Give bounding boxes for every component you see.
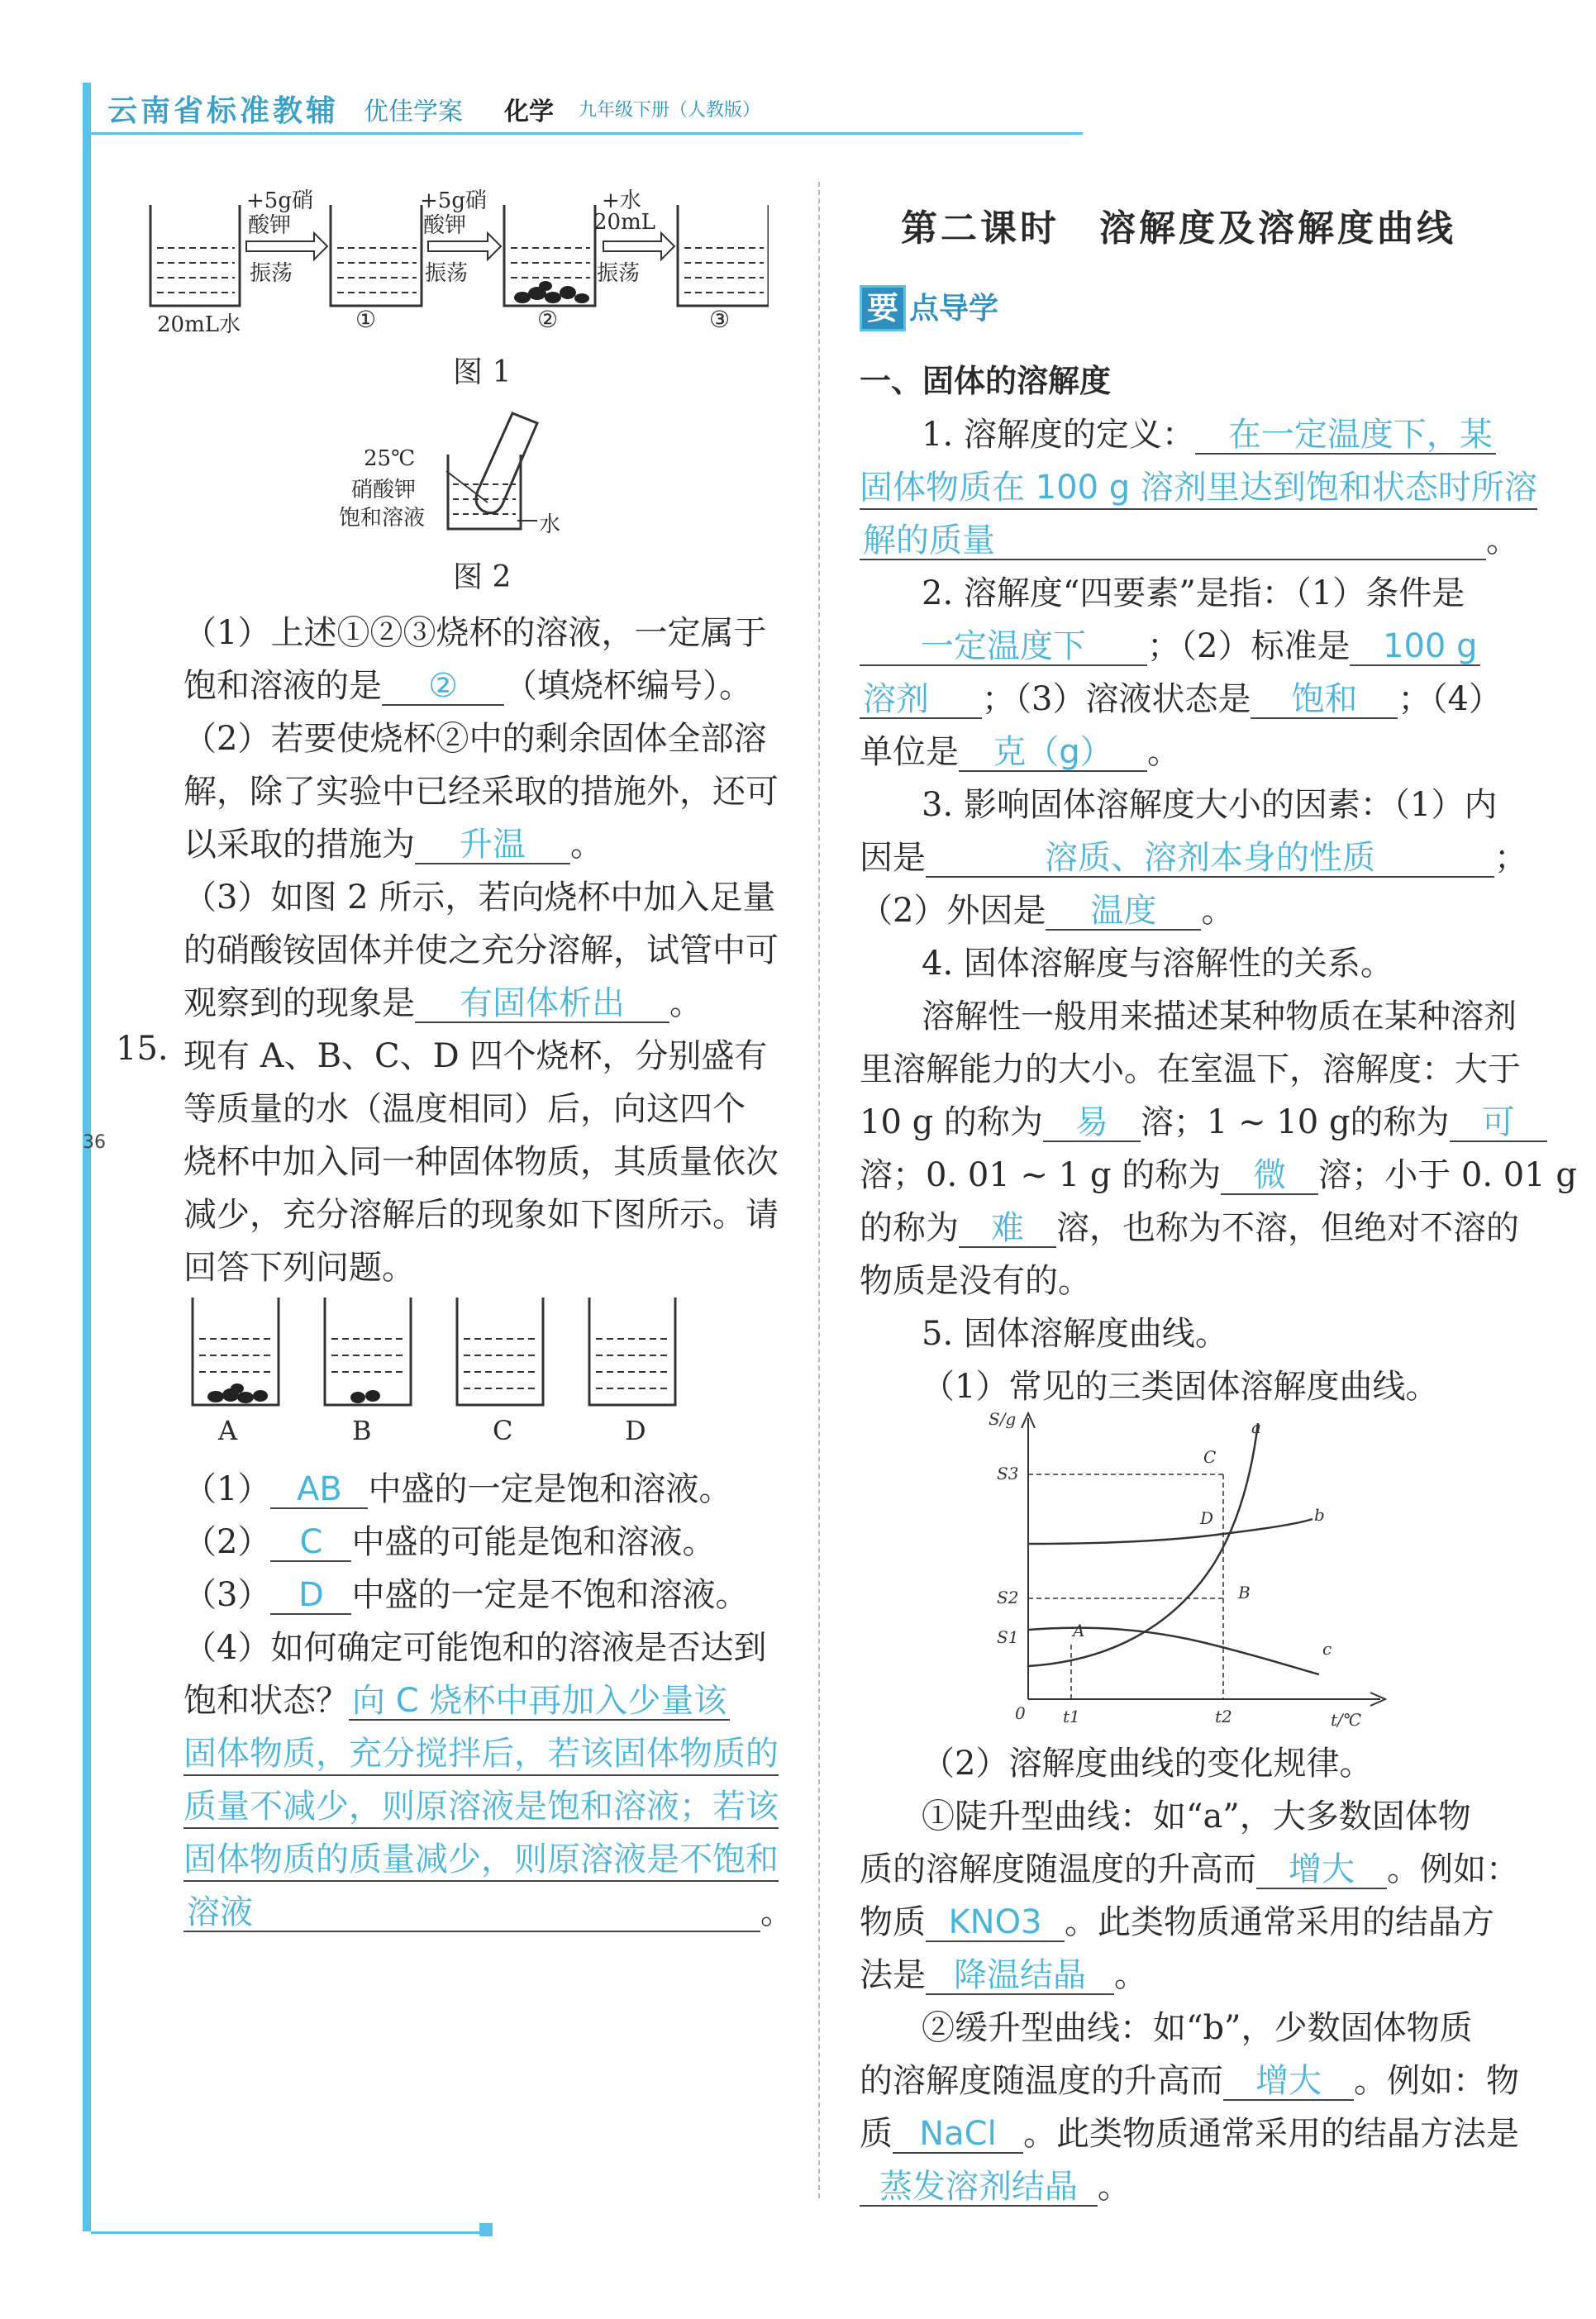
fig1-step3-line2: 20mL	[593, 210, 656, 235]
d4-text-6a: 的称为	[860, 1209, 959, 1247]
d2-mid-3: ；（4）	[1398, 680, 1502, 718]
d2-answer-1: 一定温度下	[860, 628, 1147, 666]
q15-a2-pre: （2）	[183, 1523, 271, 1561]
fig2-label-solution: 饱和溶液	[339, 506, 426, 531]
q15-a2-post: 中盛的可能是饱和溶液。	[351, 1523, 716, 1561]
d4-answer-1: 易	[1043, 1104, 1141, 1142]
q15-a1-post: 中盛的一定是饱和溶液。	[368, 1470, 732, 1508]
d3-end-1: ；	[1494, 839, 1527, 877]
fig2-label-temp: 25℃	[364, 446, 416, 471]
fig1-step2-line2: 酸钾	[423, 213, 467, 238]
q14-p1-note: （填烧杯编号）。	[504, 667, 752, 705]
q15-beaker-label-a: A	[218, 1415, 238, 1446]
q14-p1-line1: （1）上述①②③烧杯的溶液，一定属于	[183, 614, 767, 652]
r2-answer-2: NaCl	[893, 2116, 1023, 2154]
r2-line3	[860, 2107, 1519, 2155]
graph-ylabel: S/g	[989, 1409, 1017, 1429]
d3-answer-1: 溶质、溶剂本身的性质	[926, 840, 1494, 878]
d1-line1	[922, 408, 1496, 455]
q14-p2-answer: 升温	[415, 826, 570, 864]
header-book: 优佳学案	[364, 98, 463, 126]
fig1-step3-line3: 振荡	[597, 261, 641, 286]
fig2-water-label: 水	[539, 512, 561, 537]
bottom-rule	[91, 2231, 488, 2234]
q14-p2-line3	[183, 818, 603, 865]
d2-answer-2a: 100 g	[1350, 628, 1480, 666]
bottom-square	[479, 2223, 493, 2236]
d3-end-2: 。	[1201, 892, 1235, 930]
left-margin-bar-2	[83, 1182, 91, 2231]
d1-pre: 1. 溶解度的定义：	[922, 416, 1195, 454]
q15-a3-answer: D	[270, 1577, 351, 1615]
r1-text-4a: 法是	[860, 1956, 926, 1994]
q15-a1-answer: AB	[270, 1471, 368, 1509]
header-grade: 九年级下册（人教版）	[579, 100, 761, 121]
d2-line3	[860, 673, 1502, 720]
section1-heading: 一、固体的溶解度	[860, 362, 1112, 399]
d3-answer-2: 温度	[1046, 893, 1201, 931]
q14-p1-line2	[183, 660, 752, 707]
d4-text-4a: 10 g 的称为	[860, 1103, 1043, 1141]
q15-a4-line1: （4）如何确定可能饱和的溶液是否达到	[183, 1629, 767, 1667]
q15-a3-post: 中盛的一定是不饱和溶液。	[351, 1576, 749, 1614]
fig1-step3-line1: +水	[602, 188, 641, 213]
page-number: 36	[83, 1132, 106, 1153]
fig1-label-1: ①	[355, 306, 377, 333]
q15-beakers	[186, 1298, 698, 1413]
d4-answer-2: 可	[1450, 1104, 1547, 1142]
r1-text-3b: 。此类物质通常采用的结晶方	[1065, 1903, 1494, 1941]
q15-a4-end: 。	[760, 1893, 793, 1931]
d2-answer-4: 克（g）	[959, 734, 1147, 772]
q15-a3-pre: （3）	[183, 1576, 271, 1614]
graph-curve-c: c	[1322, 1639, 1332, 1659]
r2-line2	[860, 2055, 1519, 2102]
r1-line4	[860, 1949, 1147, 1996]
d4-line6	[860, 1202, 1519, 1249]
d1-answer-1: 在一定温度下，某	[1195, 417, 1496, 455]
d4-line2: 溶解性一般用来描述某种物质在某种溶剂	[922, 998, 1517, 1036]
d4-line5	[860, 1149, 1577, 1196]
graph-xlabel: t/℃	[1331, 1710, 1362, 1730]
q14-p2-line2: 解，除了实验中已经采取的措施外，还可	[183, 773, 779, 811]
q15-beaker-label-c: C	[493, 1415, 513, 1446]
r2-line4	[860, 2160, 1131, 2207]
q15-line4: 减少，充分溶解后的现象如下图所示。请	[183, 1196, 779, 1234]
fig1-beaker0-label: 20mL水	[157, 312, 241, 337]
r1-answer-3: 降温结晶	[926, 1957, 1114, 1995]
q15-a4-answer-3: 质量不减少，则原溶液是饱和溶液；若该	[183, 1780, 779, 1829]
q15-line3: 烧杯中加入同一种固体物质，其质量依次	[183, 1143, 779, 1181]
badge-text: 点导学	[909, 291, 999, 326]
d1-answer-2: 固体物质在 100 g 溶剂里达到饱和状态时所溶	[860, 461, 1537, 510]
d2-line2	[860, 620, 1480, 667]
curve-a	[1028, 1423, 1258, 1666]
graph-point-c: C	[1203, 1447, 1217, 1467]
d5-line1: 5. 固体溶解度曲线。	[922, 1315, 1228, 1353]
curve-b	[1028, 1519, 1313, 1544]
graph-point-d: D	[1200, 1508, 1214, 1528]
r2-text-3b: 。此类物质通常采用的结晶方法是	[1023, 2115, 1519, 2153]
d2-answer-2b: 溶剂	[860, 681, 982, 719]
d2-end: 。	[1147, 733, 1180, 771]
d2-mid-4: 单位是	[860, 733, 959, 771]
q15-a4-answer-4: 固体物质的质量减少，则原溶液是不饱和	[183, 1833, 779, 1882]
q15-a4-line-last	[183, 1886, 793, 1933]
d5-line3: （2）溶解度曲线的变化规律。	[922, 1745, 1373, 1783]
fig1-caption: 图 1	[453, 355, 512, 389]
r1-text-2a: 质的溶解度随温度的升高而	[860, 1850, 1256, 1888]
q14-p2-line1: （2）若要使烧杯②中的剩余固体全部溶	[183, 720, 767, 758]
q14-p3-line2: 的硝酸铵固体并使之充分溶解，试管中可	[183, 931, 779, 969]
r1-answer-2: KNO3	[926, 1904, 1065, 1942]
fig1-step2-line1: +5g硝	[420, 188, 487, 213]
graph-xtick-t1: t1	[1063, 1707, 1080, 1726]
d1-line3	[860, 514, 1519, 561]
q15-a2-answer: C	[270, 1524, 351, 1562]
graph-curve-b: b	[1314, 1505, 1325, 1525]
section-badge	[860, 285, 998, 331]
graph-point-a: A	[1073, 1621, 1085, 1640]
d2-answer-3: 饱和	[1251, 681, 1398, 719]
header-subject: 化学	[504, 98, 554, 126]
q15-a3	[183, 1569, 748, 1616]
q14-p2-text: 以采取的措施为	[183, 826, 415, 864]
r2-line1: ②缓升型曲线：如“b”，少数固体物质	[922, 2009, 1473, 2047]
d2-line1: 2. 溶解度“四要素”是指：（1）条件是	[922, 574, 1465, 612]
r2-text-2a: 的溶解度随温度的升高而	[860, 2062, 1223, 2100]
r1-line3	[860, 1896, 1494, 1943]
q15-a2	[183, 1516, 715, 1563]
d2-mid-2: ；（3）溶液状态是	[982, 680, 1251, 718]
d3-line1: 3. 影响固体溶解度大小的因素：（1）内	[922, 786, 1498, 824]
q15-a4-text: 饱和状态？	[183, 1682, 349, 1720]
graph-curve-a: a	[1251, 1417, 1261, 1437]
fig1-step1-line1: +5g硝	[246, 188, 313, 213]
fig1-step1-line2: 酸钾	[248, 213, 292, 238]
graph-origin: 0	[1015, 1703, 1026, 1723]
d4-line7: 物质是没有的。	[860, 1262, 1091, 1300]
d2-line4	[860, 726, 1180, 773]
d4-text-6b: 溶，也称为不溶，但绝对不溶的	[1056, 1209, 1519, 1247]
q15-a4-answer-2: 固体物质，充分搅拌后，若该固体物质的	[183, 1727, 779, 1776]
q14-p1-text: 饱和溶液的是	[183, 667, 382, 705]
d4-answer-3: 微	[1221, 1157, 1318, 1195]
q15-line1: 现有 A、B、C、D 四个烧杯，分别盛有	[183, 1037, 768, 1075]
badge-box: 要	[860, 285, 906, 331]
fig2-caption: 图 2	[453, 560, 512, 594]
q15-a1	[183, 1463, 731, 1510]
d1-answer-3: 解的质量	[860, 522, 1486, 560]
d1-end: 。	[1486, 521, 1519, 560]
graph-ytick-s3: S3	[997, 1464, 1019, 1483]
d3-line3	[860, 884, 1234, 931]
d3-line2	[860, 831, 1527, 879]
d4-line4	[860, 1096, 1547, 1143]
solubility-graph	[984, 1405, 1397, 1736]
r2-text-4b: 。	[1098, 2168, 1131, 2206]
r1-text-4b: 。	[1114, 1956, 1147, 1994]
d5-line2: （1）常见的三类固体溶解度曲线。	[922, 1368, 1439, 1406]
q14-p3-answer: 有固体析出	[415, 985, 669, 1023]
d4-line3: 里溶解能力的大小。在室温下，溶解度：大于	[860, 1050, 1521, 1088]
d3-pre-2: （2）外因是	[860, 892, 1046, 930]
r1-line2	[860, 1843, 1519, 1890]
d3-pre: 因是	[860, 839, 926, 877]
column-divider	[818, 182, 820, 2198]
q15-a4-line2	[183, 1674, 730, 1721]
r2-text-3a: 质	[860, 2115, 893, 2153]
graph-ytick-s1: S1	[997, 1627, 1019, 1647]
q14-p2-end: 。	[570, 826, 603, 864]
graph-xtick-t2: t2	[1215, 1707, 1232, 1726]
q14-p1-answer: ②	[382, 668, 504, 706]
curve-c	[1028, 1628, 1319, 1674]
q14-p3-end: 。	[669, 984, 703, 1022]
d4-line1: 4. 固体溶解度与溶解性的关系。	[922, 945, 1394, 983]
lesson-title: 第二课时 溶解度及溶解度曲线	[901, 207, 1456, 250]
q15-line5: 回答下列问题。	[183, 1249, 415, 1287]
fig1-label-2: ②	[537, 306, 559, 333]
q15-a4-answer-1: 向 C 烧杯中再加入少量该	[349, 1683, 730, 1721]
q15-a4-answer-5: 溶液	[183, 1894, 760, 1932]
q15-beaker-label-d: D	[625, 1415, 646, 1446]
r2-answer-3: 蒸发溶剂结晶	[860, 2169, 1098, 2207]
d4-answer-4: 难	[959, 1210, 1056, 1248]
q14-p3-line1: （3）如图 2 所示，若向烧杯中加入足量	[183, 879, 776, 917]
d4-text-4b: 溶；1 ~ 10 g的称为	[1140, 1103, 1450, 1141]
q15-beaker-label-b: B	[352, 1415, 372, 1446]
q14-p3-line3	[183, 977, 703, 1024]
header-bar	[83, 83, 1083, 135]
d2-mid-1: ；（2）标准是	[1147, 627, 1351, 665]
graph-ytick-s2: S2	[997, 1588, 1019, 1607]
r1-text-2b: 。例如：	[1387, 1850, 1519, 1888]
header-series: 云南省标准教辅	[107, 93, 340, 128]
q15-number: 15.	[116, 1030, 169, 1068]
q15-line2: 等质量的水（温度相同）后，向这四个	[183, 1090, 746, 1128]
fig1-step2-line3: 振荡	[425, 261, 469, 286]
r2-answer-1: 增大	[1223, 2063, 1354, 2101]
d4-text-5b: 溶；小于 0. 01 g	[1318, 1156, 1578, 1194]
r2-text-2b: 。例如：物	[1354, 2062, 1519, 2100]
fig1-step1-line3: 振荡	[250, 261, 293, 286]
r1-text-3a: 物质	[860, 1903, 926, 1941]
q14-p3-text: 观察到的现象是	[183, 984, 415, 1022]
d4-text-5a: 溶；0. 01 ~ 1 g 的称为	[860, 1156, 1222, 1194]
r1-answer-1: 增大	[1256, 1851, 1387, 1889]
fig2-label-salt: 硝酸钾	[351, 478, 417, 502]
r1-line1: ①陡升型曲线：如“a”，大多数固体物	[922, 1798, 1471, 1836]
fig1-label-3: ③	[709, 306, 731, 333]
graph-point-b: B	[1238, 1583, 1251, 1602]
q15-a1-pre: （1）	[183, 1470, 271, 1508]
